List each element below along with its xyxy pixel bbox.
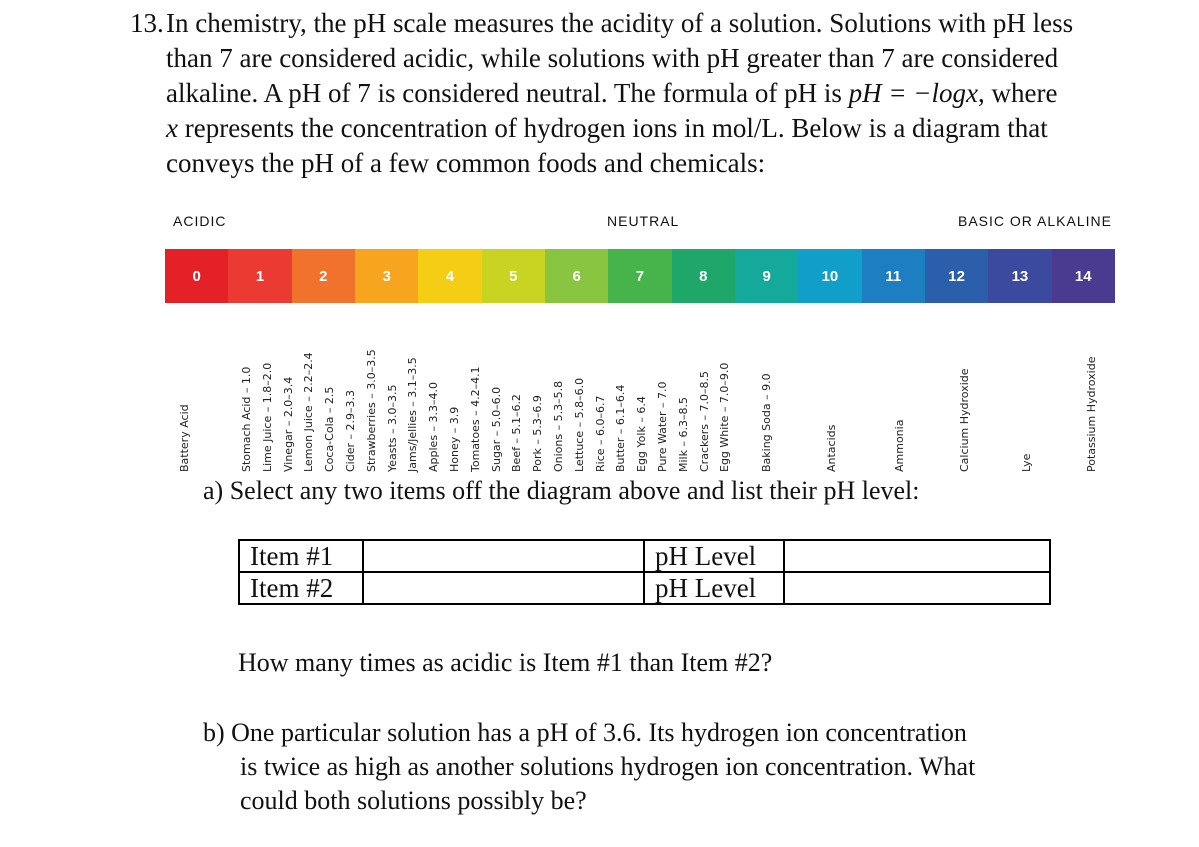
table-row (239, 540, 1050, 572)
ph-items-list (165, 305, 1115, 470)
answer-table (238, 539, 1051, 605)
ph-item: Beef – 5.1–6.2 (510, 394, 524, 472)
question-line-1: In chemistry, the pH scale measures the acidity of a solution. Solutions with pH less (166, 8, 1074, 38)
ph-cell-13: 13 (988, 249, 1051, 303)
ph-cell-5: 5 (482, 249, 545, 303)
ph-item: Pork – 5.3–6.9 (531, 395, 545, 472)
ph-scale-bar (165, 249, 1115, 303)
question-line-3 (166, 76, 1170, 111)
ph-item: Egg Yolk – 6.4 (635, 396, 649, 472)
ph-cell-10: 10 (798, 249, 861, 303)
question-line-5: conveys the pH of a few common foods and chemicals: (166, 148, 766, 178)
ph-item: Apples – 3.3–4.0 (427, 381, 441, 472)
ph-item: Antacids (825, 424, 838, 472)
part-b-line-1: b) One particular solution has a pH of 3.6. Its hydrogen ion concentration (203, 718, 967, 747)
ph-item: Stomach Acid – 1.0 (240, 366, 253, 472)
ph-item: Pure Water – 7.0 (656, 381, 669, 472)
ph-cell-8: 8 (672, 249, 735, 303)
ph-formula: pH = −logx (848, 78, 979, 108)
ph-cell-11: 11 (862, 249, 925, 303)
ph-item: Calcium Hydroxide (958, 368, 971, 472)
item-1-label: Item #1 (239, 540, 363, 572)
ph-cell-0: 0 (165, 249, 228, 303)
ph-item: Strawberries – 3.0–3.5 (364, 349, 378, 472)
basic-label: BASIC OR ALKALINE (958, 213, 1112, 229)
ph-item: Battery Acid (178, 404, 191, 472)
part-b-line-2: is twice as high as another solutions hydrogen ion concentration. What (240, 752, 976, 781)
item-2-label: Item #2 (239, 572, 363, 604)
ph-item: Lye (1020, 453, 1033, 472)
ph-cell-12: 12 (925, 249, 988, 303)
ph-item: Tomatoes – 4.2–4.1 (468, 366, 482, 472)
ph-item: Honey – 3.9 (448, 406, 461, 472)
ph-item: Lime Juice – 1.8–2.0 (260, 362, 274, 472)
acidic-label: ACIDIC (173, 213, 227, 229)
table-row (239, 572, 1050, 604)
ph-item: Vinegar – 2.0–3.4 (281, 376, 295, 472)
ph-item: Potassium Hydroxide (1085, 356, 1098, 472)
item-2-input[interactable] (363, 572, 644, 604)
ph-cell-4: 4 (418, 249, 481, 303)
ph-cell-9: 9 (735, 249, 798, 303)
neutral-label: NEUTRAL (607, 213, 680, 229)
question-13 (130, 6, 1170, 181)
ph-item: Onions – 5.3–5.8 (552, 380, 565, 472)
ph-item: Baking Soda – 9.0 (760, 373, 773, 472)
part-b (203, 716, 975, 818)
item-1-ph-input[interactable] (784, 540, 1050, 572)
part-a-prompt: a) Select any two items off the diagram above and list their pH level: (203, 476, 920, 505)
ph-item: Coca-Cola – 2.5 (323, 386, 337, 472)
ph-cell-3: 3 (355, 249, 418, 303)
ph-cell-14: 14 (1052, 249, 1115, 303)
variable-x: x (166, 113, 178, 143)
ph-cell-6: 6 (545, 249, 608, 303)
question-line-4 (166, 111, 1170, 146)
ph-item: Crackers – 7.0–8.5 (697, 371, 711, 472)
item-2-ph-input[interactable] (784, 572, 1050, 604)
question-line-2: than 7 are considered acidic, while solutions with pH greater than 7 are considered (166, 43, 1059, 73)
question-line-4-text: represents the concentration of hydrogen ions in mol/L. Below is a diagram that (177, 113, 1048, 143)
ph-cell-2: 2 (292, 249, 355, 303)
ph-cell-1: 1 (228, 249, 291, 303)
ph-item: Rice – 6.0–6.7 (593, 395, 607, 472)
item-1-input[interactable] (363, 540, 644, 572)
ph-item: Lettuce – 5.8–6.0 (572, 377, 586, 472)
ph-item: Sugar – 5.0–6.0 (489, 386, 503, 472)
ph-item: Lemon Juice – 2.2–2.4 (302, 352, 316, 472)
ph-item: Egg White – 7.0–9.0 (718, 362, 732, 472)
question-line-3a: alkaline. A pH of 7 is considered neutral. The formula of pH is (166, 78, 849, 108)
question-number: 13. (130, 8, 164, 38)
item-1-ph-label: pH Level (644, 540, 784, 572)
ph-item: Jams/Jellies – 3.1–3.5 (406, 357, 420, 472)
question-line-3b: , where (978, 78, 1058, 108)
ph-item: Ammonia (893, 419, 906, 472)
ph-item: Milk – 6.3–8.5 (676, 397, 690, 472)
part-a-followup: How many times as acidic is Item #1 than Item #2? (238, 648, 773, 677)
ph-cell-7: 7 (608, 249, 671, 303)
ph-item: Yeasts – 3.0–3.5 (385, 384, 399, 472)
item-2-ph-label: pH Level (644, 572, 784, 604)
ph-item: Butter – 6.1–6.4 (614, 384, 628, 472)
part-b-line-3: could both solutions possibly be? (240, 786, 587, 815)
ph-item: Cider – 2.9–3.3 (344, 390, 357, 472)
